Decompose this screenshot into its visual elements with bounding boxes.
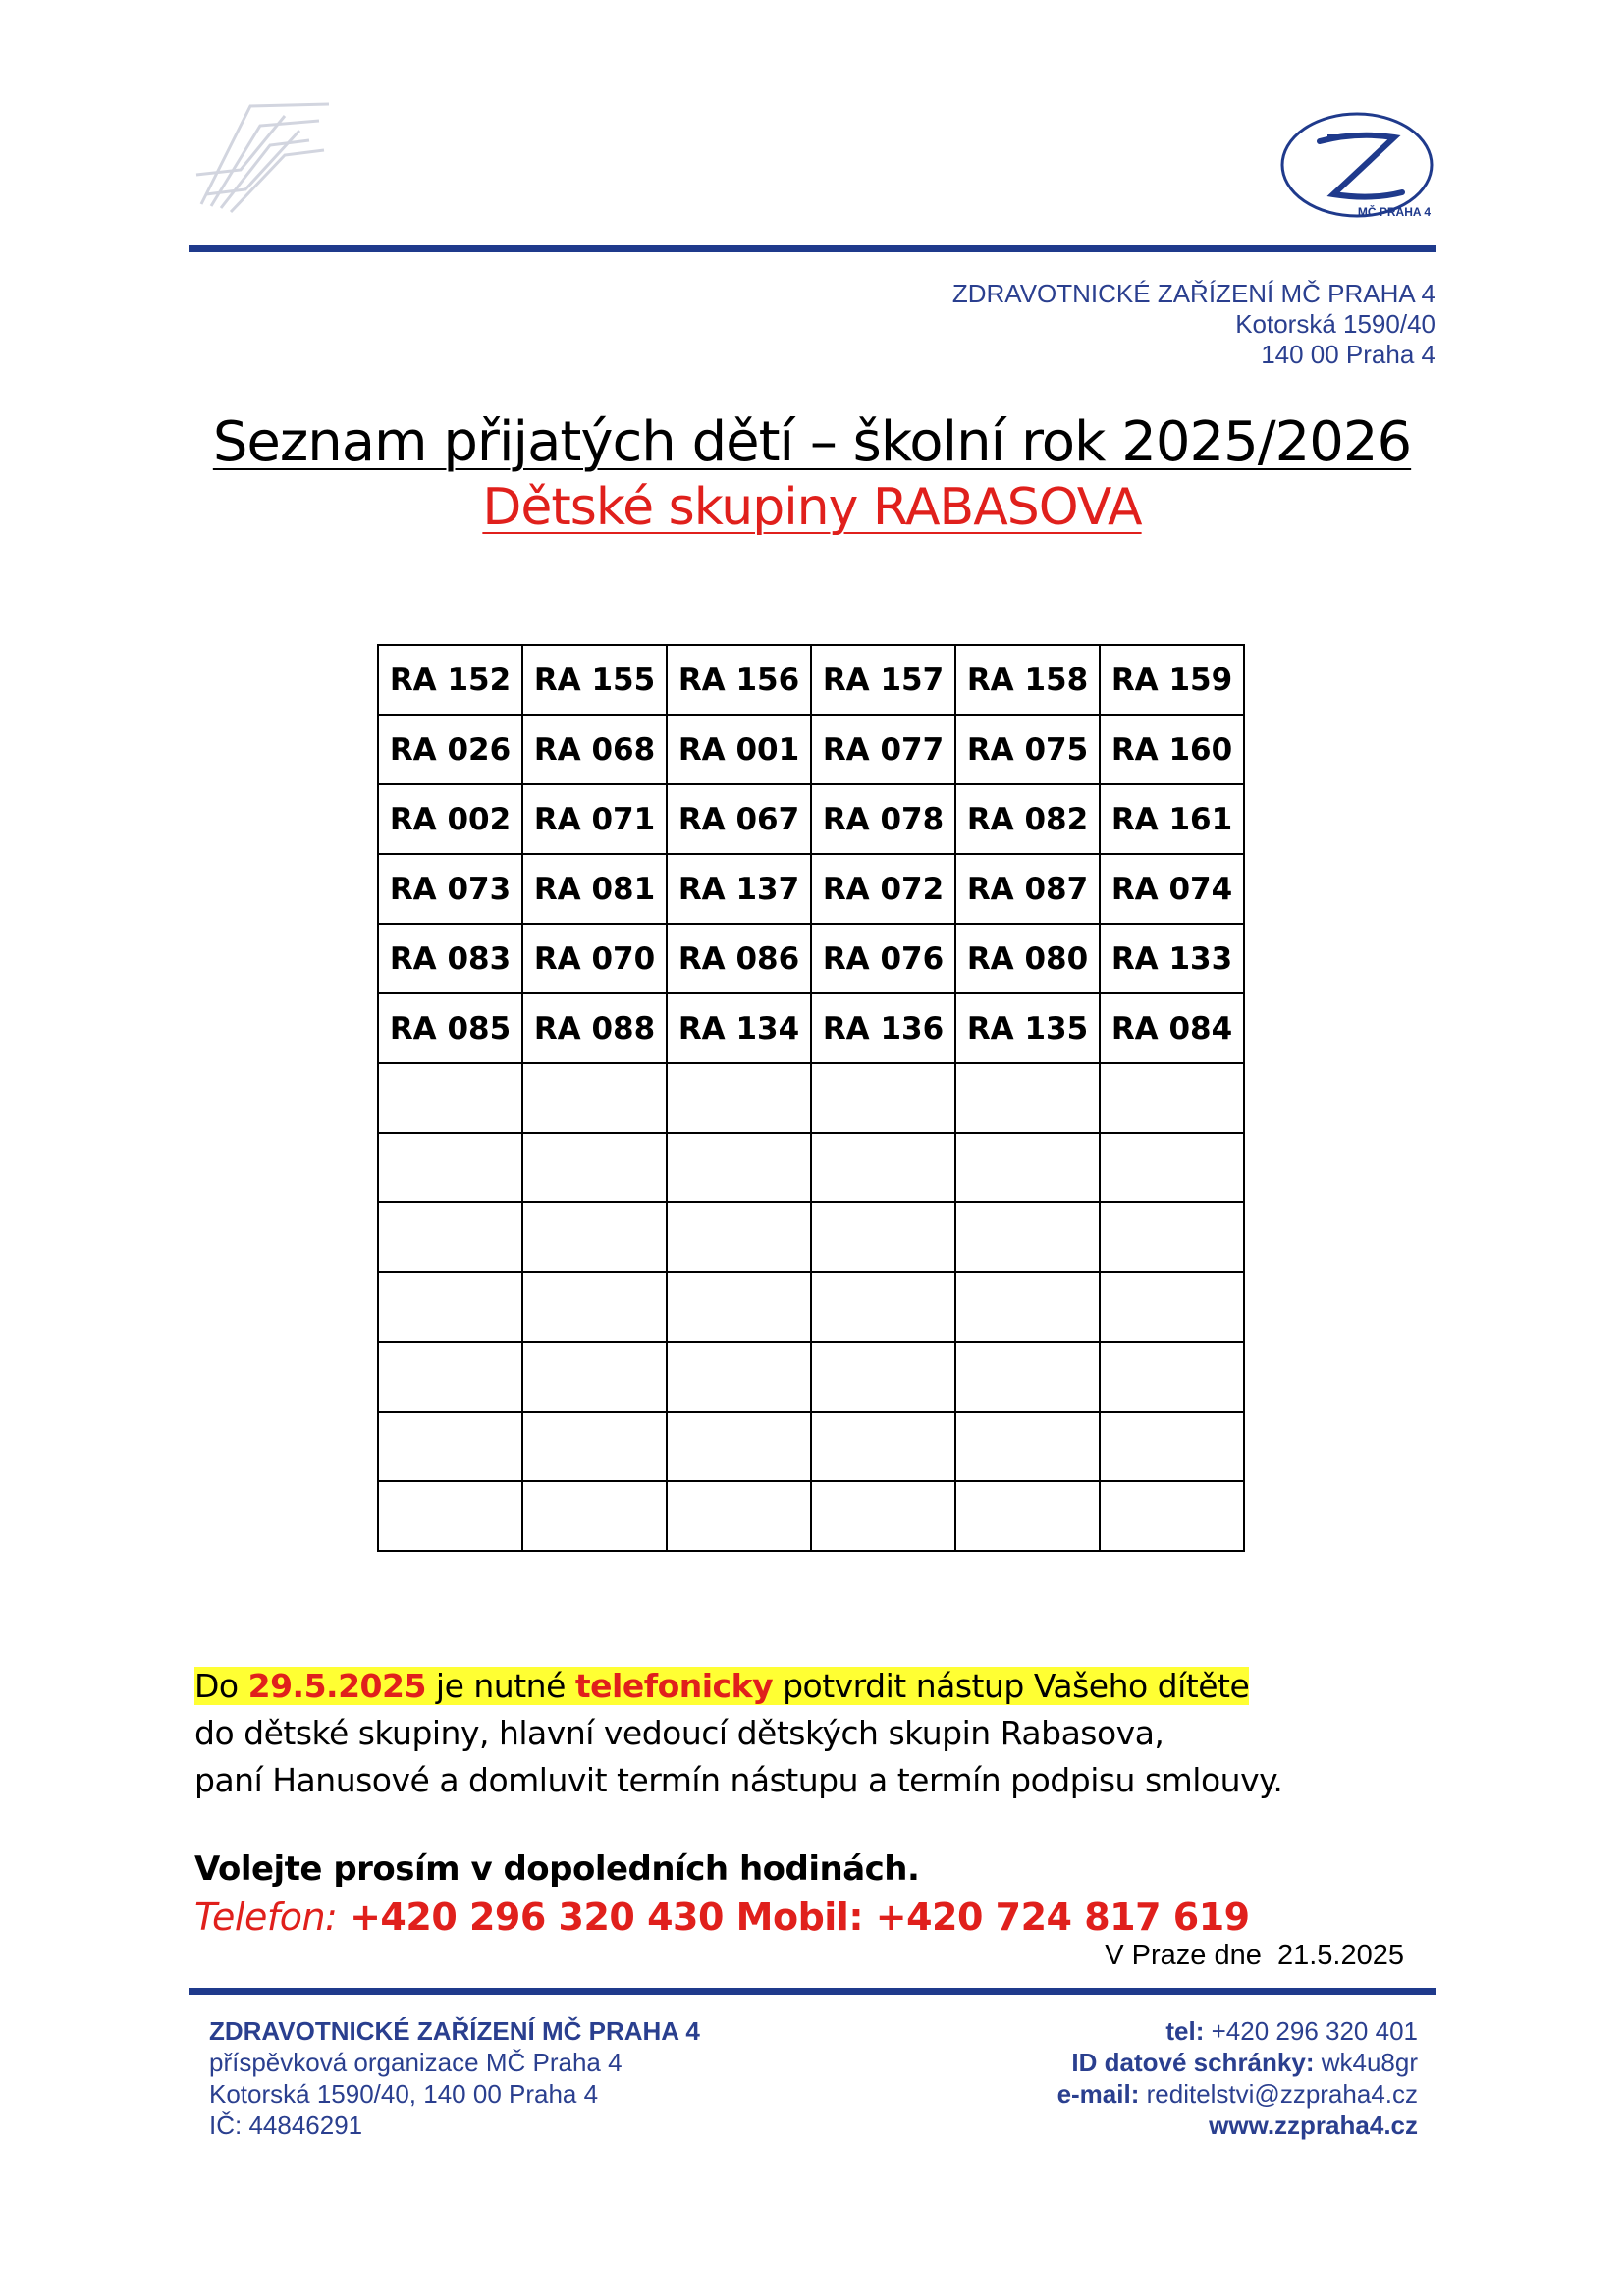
table-cell — [1100, 1342, 1244, 1412]
footer-org-type: příspěvková organizace MČ Praha 4 — [209, 2048, 623, 2077]
telefon-number: +420 296 320 430 — [350, 1896, 724, 1939]
table-cell: RA 072 — [811, 854, 955, 924]
phone-line — [194, 1895, 1250, 1940]
table-cell: RA 081 — [522, 854, 667, 924]
footer-tel-label: tel: — [1165, 2016, 1205, 2046]
table-cell — [378, 1272, 522, 1342]
table-cell — [522, 1342, 667, 1412]
notice-mid1: je nutné — [435, 1667, 566, 1705]
footer-email-label: e-mail: — [1056, 2079, 1140, 2109]
table-cell — [1100, 1272, 1244, 1342]
header-org-name: ZDRAVOTNICKÉ ZAŘÍZENÍ MČ PRAHA 4 — [951, 279, 1435, 308]
header-city: 140 00 Praha 4 — [1261, 340, 1435, 369]
table-cell: RA 001 — [667, 715, 811, 784]
table-cell — [667, 1342, 811, 1412]
notice-paragraph — [194, 1663, 1282, 1804]
notice-method: telefonicky — [574, 1667, 774, 1705]
logo-caption: MČ PRAHA 4 — [1357, 205, 1432, 219]
table-cell: RA 078 — [811, 784, 955, 854]
table-cell — [955, 1063, 1100, 1133]
footer-email-value[interactable]: reditelstvi@zzpraha4.cz — [1146, 2079, 1418, 2109]
table-cell — [1100, 1412, 1244, 1481]
table-cell — [522, 1202, 667, 1272]
table-row — [378, 993, 1244, 1063]
z-logo — [1278, 110, 1437, 228]
table-row — [378, 1481, 1244, 1551]
table-cell — [811, 1481, 955, 1551]
table-cell — [522, 1063, 667, 1133]
header-street: Kotorská 1590/40 — [1235, 309, 1435, 339]
table-cell — [955, 1133, 1100, 1202]
header-address — [952, 279, 1435, 370]
mobil-number: +420 724 817 619 — [875, 1896, 1250, 1939]
table-cell — [811, 1133, 955, 1202]
table-row — [378, 645, 1244, 715]
table-cell: RA 084 — [1100, 993, 1244, 1063]
table-row — [378, 1412, 1244, 1481]
table-cell: RA 135 — [955, 993, 1100, 1063]
table-cell — [811, 1202, 955, 1272]
table-cell — [522, 1133, 667, 1202]
table-cell: RA 070 — [522, 924, 667, 993]
table-row — [378, 784, 1244, 854]
table-cell — [955, 1272, 1100, 1342]
footer-ds-value: wk4u8gr — [1321, 2048, 1418, 2077]
table-cell — [378, 1412, 522, 1481]
table-cell: RA 159 — [1100, 645, 1244, 715]
table-cell — [378, 1133, 522, 1202]
watermark-logo — [191, 96, 339, 219]
footer-org-name: ZDRAVOTNICKÉ ZAŘÍZENÍ MČ PRAHA 4 — [209, 2016, 700, 2046]
table-cell: RA 133 — [1100, 924, 1244, 993]
table-cell: RA 136 — [811, 993, 955, 1063]
footer-rule — [189, 1988, 1436, 1995]
footer-tel — [1057, 2015, 1418, 2047]
table-cell: RA 026 — [378, 715, 522, 784]
telefon-label: Telefon: — [194, 1896, 338, 1939]
table-cell — [667, 1202, 811, 1272]
table-cell — [1100, 1133, 1244, 1202]
table-cell — [667, 1133, 811, 1202]
footer-ds — [1057, 2047, 1418, 2078]
table-cell — [522, 1412, 667, 1481]
table-cell: RA 067 — [667, 784, 811, 854]
table-cell — [522, 1272, 667, 1342]
table-cell — [955, 1342, 1100, 1412]
footer-ds-label: ID datové schránky: — [1071, 2048, 1315, 2077]
footer-email — [1057, 2078, 1418, 2109]
page-title: Seznam přijatých dětí – školní rok 2025/2026 — [212, 410, 1412, 474]
table-cell: RA 087 — [955, 854, 1100, 924]
table-cell: RA 156 — [667, 645, 811, 715]
call-note: Volejte prosím v dopoledních hodinách. — [194, 1849, 920, 1889]
table-cell — [522, 1481, 667, 1551]
table-cell — [955, 1481, 1100, 1551]
table-cell — [667, 1481, 811, 1551]
footer-web[interactable]: www.zzpraha4.cz — [1209, 2110, 1418, 2140]
notice-line-2: do dětské skupiny, hlavní vedoucí dětských skupin Rabasova, — [194, 1714, 1164, 1752]
table-cell: RA 157 — [811, 645, 955, 715]
table-cell — [1100, 1202, 1244, 1272]
notice-line-3: paní Hanusové a domluvit termín nástupu a termín podpisu smlouvy. — [194, 1761, 1283, 1799]
notice-deadline: 29.5.2025 — [247, 1667, 426, 1705]
table-cell: RA 088 — [522, 993, 667, 1063]
notice-line-1 — [194, 1663, 1282, 1710]
table-cell — [811, 1063, 955, 1133]
notice-mid2: potvrdit nástup Vašeho dítěte — [783, 1667, 1250, 1705]
table-cell: RA 082 — [955, 784, 1100, 854]
table-row — [378, 1272, 1244, 1342]
table-row — [378, 854, 1244, 924]
table-cell — [378, 1481, 522, 1551]
table-cell: RA 086 — [667, 924, 811, 993]
notice-do: Do — [194, 1667, 239, 1705]
table-cell: RA 074 — [1100, 854, 1244, 924]
children-table — [377, 644, 1245, 1552]
table-cell: RA 073 — [378, 854, 522, 924]
table-cell: RA 071 — [522, 784, 667, 854]
table-cell: RA 075 — [955, 715, 1100, 784]
table-cell — [1100, 1481, 1244, 1551]
footer-tel-value: +420 296 320 401 — [1211, 2016, 1418, 2046]
table-row — [378, 1063, 1244, 1133]
footer-right — [1057, 2015, 1418, 2141]
table-cell — [378, 1202, 522, 1272]
table-cell — [811, 1272, 955, 1342]
table-cell: RA 083 — [378, 924, 522, 993]
table-cell — [1100, 1063, 1244, 1133]
table-row — [378, 1342, 1244, 1412]
table-cell: RA 161 — [1100, 784, 1244, 854]
table-cell: RA 002 — [378, 784, 522, 854]
table-cell: RA 160 — [1100, 715, 1244, 784]
table-cell — [955, 1202, 1100, 1272]
table-row — [378, 715, 1244, 784]
footer-left — [209, 2015, 700, 2141]
table-row — [378, 924, 1244, 993]
table-cell: RA 077 — [811, 715, 955, 784]
table-cell: RA 155 — [522, 645, 667, 715]
table-cell: RA 085 — [378, 993, 522, 1063]
table-cell — [955, 1412, 1100, 1481]
table-cell: RA 158 — [955, 645, 1100, 715]
mobil-label: Mobil: — [735, 1896, 864, 1939]
table-cell — [378, 1342, 522, 1412]
table-cell — [811, 1342, 955, 1412]
table-cell: RA 152 — [378, 645, 522, 715]
footer-ic: IČ: 44846291 — [209, 2110, 363, 2140]
table-cell: RA 137 — [667, 854, 811, 924]
table-cell: RA 080 — [955, 924, 1100, 993]
table-cell: RA 076 — [811, 924, 955, 993]
table-cell — [811, 1412, 955, 1481]
footer-address: Kotorská 1590/40, 140 00 Praha 4 — [209, 2079, 599, 2109]
table-cell: RA 068 — [522, 715, 667, 784]
table-row — [378, 1202, 1244, 1272]
table-cell — [667, 1063, 811, 1133]
table-cell: RA 134 — [667, 993, 811, 1063]
table-cell — [667, 1412, 811, 1481]
date-line: V Praze dne 21.5.2025 — [1105, 1940, 1404, 1971]
table-row — [378, 1133, 1244, 1202]
table-cell — [378, 1063, 522, 1133]
header-rule — [189, 245, 1436, 252]
table-cell — [667, 1272, 811, 1342]
page-subtitle: Dětské skupiny RABASOVA — [482, 478, 1142, 537]
